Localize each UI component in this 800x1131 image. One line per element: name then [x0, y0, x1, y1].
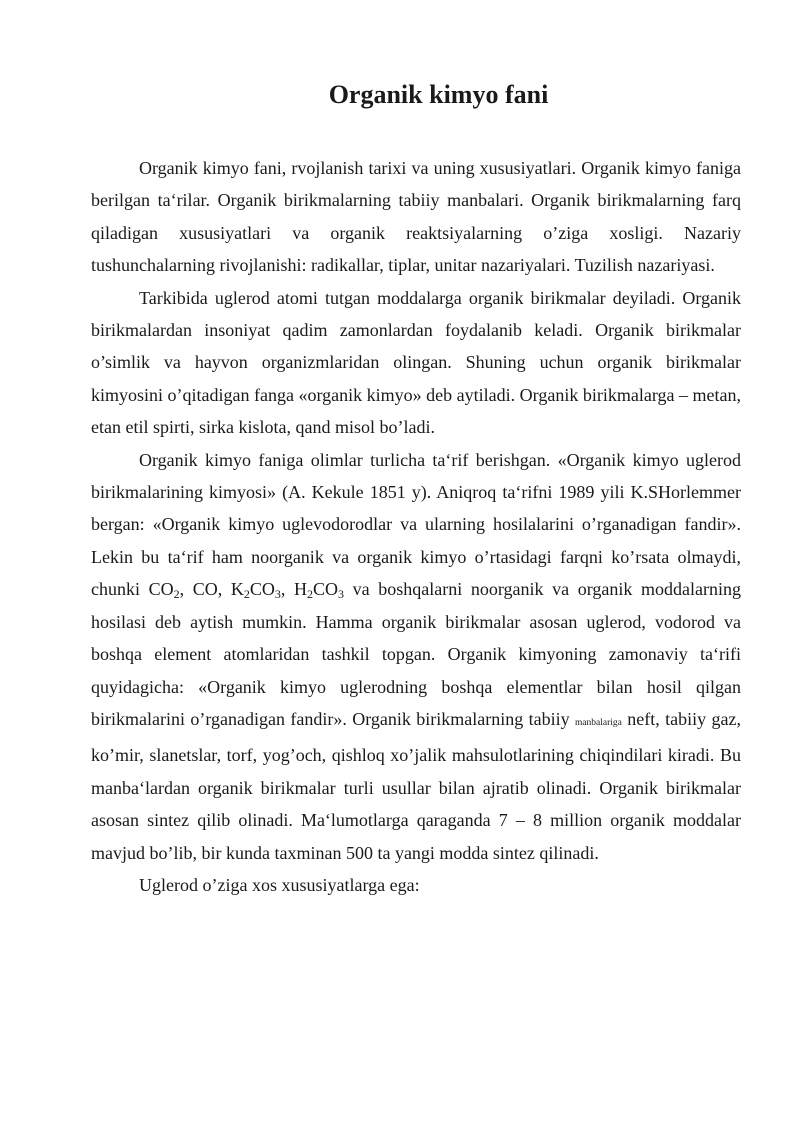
small-text-run: manbalariga	[574, 717, 622, 728]
text-run: Organik kimyo faniga olimlar turlicha ta‘rif berishgan. «Organik kimyo uglerod birikmalarining kimyosi» (A. Kekule 1851 y). Aniqroq ta‘rifni 1989 yili K.SHorlemmer bergan: «Organik kimyo uglevodorodlar va ularning hosilalarini o’rganadigan fandir». Lekin bu ta‘rif ham noorganik va organik kimyo o’rtasidagi farqni ko’rsata olmaydi, chunki CO	[91, 449, 741, 600]
paragraph-definition: Tarkibida uglerod atomi tutgan moddalarga organik birikmalar deyiladi. Organik birikmalardan insoniyat qadim zamonlardan foydalanib keladi. Organik birikmalar o’simlik va hayvon organizmlaridan olingan. Shuning uchun organik birikmalar kimyosini o’qitadigan fanga «organik kimyo» deb aytiladi. Organik birikmalarga – metan, etan etil spirti, sirka kislota, qand misol bo’ladi.	[91, 287, 741, 438]
text-run: CO	[249, 579, 275, 600]
text-run: , H	[280, 579, 308, 600]
text-run: , CO, K	[179, 579, 244, 600]
document-page	[91, 78, 741, 901]
text-run: va boshqalarni noorganik va organik moddalarning hosilasi deb aytish mumkin. Hamma organik birikmalar asosan uglerod, vodorod va boshqa element atomlaridan tashkil topgan. Organik kimyoning zamonaviy ta‘rifi quyidagicha: «Organik kimyo uglerodning boshqa elementlar bilan hosil qilgan birikmalarini o’rganadigan fandir». Organik birikmalarning tabiiy	[91, 579, 741, 729]
document-title: Organik kimyo fani	[328, 80, 549, 109]
subscript: 3	[274, 587, 281, 602]
subscript: 2	[307, 587, 314, 602]
paragraph-intro: Organik kimyo fani, rvojlanish tarixi va uning xususiyatlari. Organik kimyo faniga berilgan ta‘rilar. Organik birikmalarning tabiiy manbalari. Organik birikmalarning farq qiladigan xususiyatlari va organik reaktsiyalarning o’ziga xosligi. Nazariy tushunchalarning rivojlanishi: radikallar, tiplar, unitar nazariyalari. Tuzilish nazariyasi.	[91, 158, 741, 276]
text-run: neft, tabiiy gaz, ko’mir, slanetslar, torf, yog’och, qishloq xo’jalik mahsulotlarining chiqindilari kiradi. Bu manba‘lardan organik birikmalar turli usullar bilan ajratib olinadi. Organik birikmalar asosan sintez qilib olinadi. Ma‘lumotlarga qaraganda 7 – 8 million organik moddalar mavjud bo’lib, bir kunda taxminan 500 ta yangi modda sintez qilinadi.	[91, 708, 741, 863]
subscript: 2	[243, 587, 250, 602]
paragraph-properties: Uglerod o’ziga xos xususiyatlarga ega:	[139, 874, 420, 895]
text-run: CO	[313, 579, 339, 600]
subscript: 3	[338, 587, 345, 602]
paragraph-history	[91, 444, 741, 869]
subscript: 2	[173, 587, 180, 602]
